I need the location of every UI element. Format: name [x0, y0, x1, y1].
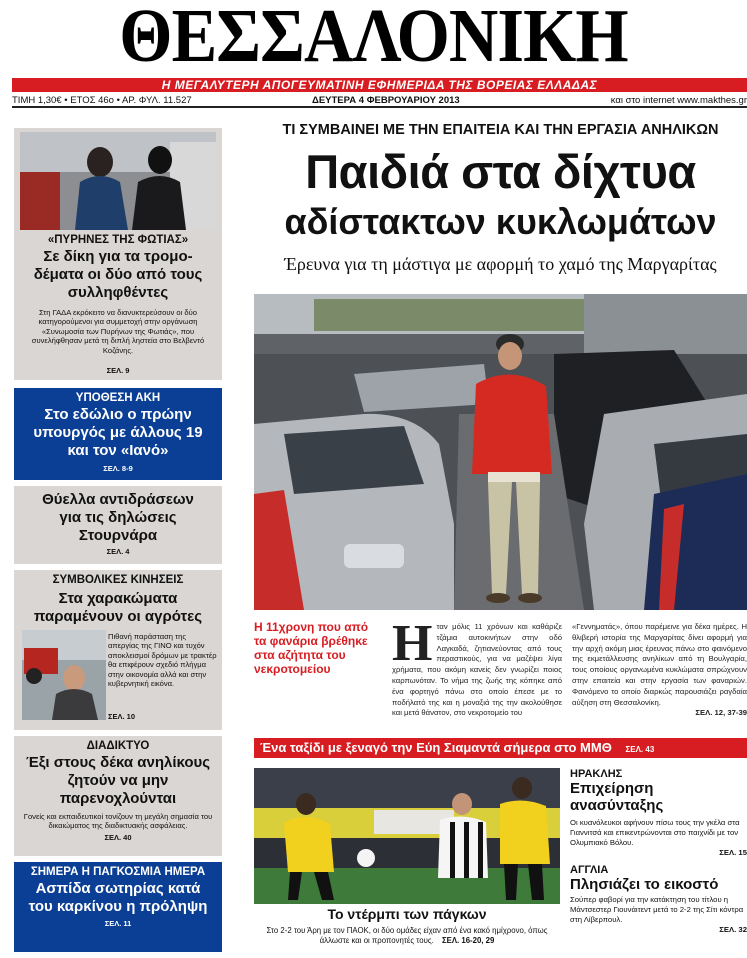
- sidebar-story-cancer[interactable]: [14, 862, 222, 952]
- sidebar-story-stournaras[interactable]: [14, 486, 222, 564]
- sidebar-headline[interactable]: Σε δίκη για τα τρομο-δέματα οι δύο από τους συλληφθέντες: [33, 248, 203, 301]
- sidebar-story-aki[interactable]: [14, 388, 222, 480]
- main-kicker: ΤΙ ΣΥΜΒΑΙΝΕΙ ΜΕ ΤΗΝ ΕΠΑΙΤΕΙΑ ΚΑΙ ΤΗΝ ΕΡΓΑΣΙΑ ΑΝΗΛΙΚΩΝ: [282, 122, 719, 138]
- sidebar-headline[interactable]: Έξι στους δέκα ανηλίκους ζητούν να μην παρενοχλούνται: [25, 754, 211, 807]
- sidebar-headline[interactable]: Θύελλα αντιδράσεων για τις δηλώσεις Στουρνάρα: [42, 491, 194, 544]
- sidebar-story-internet[interactable]: [14, 736, 222, 856]
- main-headline-line2[interactable]: αδίστακτων κυκλωμάτων: [284, 201, 717, 242]
- arrest-photo: [20, 132, 216, 230]
- page-ref: ΣΕΛ. 11: [104, 919, 132, 928]
- right-page-ref: ΣΕΛ. 15: [719, 848, 747, 857]
- tagline-bar: Η ΜΕΓΑΛΥΤΕΡΗ ΑΠΟΓΕΥΜΑΤΙΝΗ ΕΦΗΜΕΡΙΔΑ ΤΗΣ ΒΟΡΕΙΑΣ ΕΛΛΑΔΑΣ: [12, 78, 747, 92]
- page-ref: ΣΕΛ. 9: [106, 366, 130, 375]
- newspaper-title: ΘΕΣΣΑΛΟΝΙΚΗ: [119, 0, 628, 78]
- football-photo: [254, 768, 560, 904]
- right-body: Οι κυανόλευκοι αφήνουν πίσω τους την γκέλα στα Γιαννιτσά και επικεντρώνονται στο παιχνίδι με τον Ολυμπιακό Βόλου.: [570, 818, 740, 847]
- issue-info-line: [12, 94, 747, 108]
- promo-bar[interactable]: [254, 738, 747, 758]
- right-body: Σούπερ φαβορί για την κατάκτηση του τίτλου η Μάντσεστερ Γιουνάιτεντ μετά το 2-2 της Σίτι κόντρα στη Λίβερπουλ.: [570, 895, 744, 924]
- masthead: [0, 0, 747, 78]
- website-link[interactable]: και στο internet www.makthes.gr: [610, 95, 747, 106]
- promo-page-ref: ΣΕΛ. 43: [625, 745, 655, 754]
- page-ref: ΣΕΛ. 4: [106, 547, 130, 556]
- right-page-ref: ΣΕΛ. 32: [719, 925, 747, 934]
- main-headline-line1[interactable]: Παιδιά στα δίχτυα: [305, 145, 696, 198]
- page-ref: ΣΕΛ. 8-9: [103, 464, 133, 473]
- main-page-ref: ΣΕΛ. 12, 37-39: [695, 708, 747, 718]
- page-ref: ΣΕΛ. 40: [104, 832, 132, 842]
- sports-page-ref: ΣΕΛ. 16-20, 29: [441, 936, 495, 945]
- sidebar-kicker: ΥΠΟΘΕΣΗ ΑΚΗ: [75, 392, 161, 404]
- main-article-text-2: «Γεννηματάς», όπου παρέμεινε για δέκα ημέρες. Η θλιβερή ιστορία της Μαργαρίτας δίνει αφορμή για την αρχή ακόμη μιας έρευνας πάνω στο φαινόμενο της εκμετάλλευσης ανηλίκων από τη Βουλγαρία, τους οποίους οργανωμένα κυκλώματα σπρώχνουν στην επαιτεία και στην εργασία των φαναριών. Φαινόμενο το οποίο διαρκώς παρουσιάζει ραγδαία αύξηση στη Θεσσαλονίκη.: [572, 622, 747, 707]
- right-kicker: ΗΡΑΚΛΗΣ: [570, 768, 623, 780]
- sidebar-kicker: «ΠΥΡΗΝΕΣ ΤΗΣ ΦΩΤΙΑΣ»: [47, 234, 189, 246]
- main-article-col2: [572, 622, 747, 719]
- sidebar-headline[interactable]: Ασπίδα σωτηρίας κατά του καρκίνου η πρόληψη: [28, 880, 208, 915]
- right-story-iraklis[interactable]: [570, 768, 747, 857]
- sidebar-body: Γονείς και εκπαιδευτικοί τονίζουν τη μεγάλη σημασία του δικαιώματος της διαδικτυακής ασφάλειας.: [23, 812, 213, 831]
- main-street-photo: [254, 294, 747, 610]
- right-story-england[interactable]: [570, 864, 747, 934]
- main-article-text: ταν μόλις 11 χρόνων και καθάριζε τζάμια αυτοκινήτων στην οδό Λαγκαδά, ζητιανεύοντας από τους περαστικούς, για να μαζέψει λίγα χρήματα, που ακόμη κανείς δεν γνωρίζει ποιος καρπωνόταν. Το νήμα της ζωής της κόπηκε από ένα φορτηγό πάνω στο οποίο έπεσε με το ποδήλατό της και η μοναξιά της την ακολούθησε και μετά θάνατον, στο νεκροτομείο του: [392, 622, 562, 718]
- main-subhead: Έρευνα για τη μάστιγα με αφορμή το χαμό της Μαργαρίτας: [284, 254, 717, 274]
- sidebar-story-pyrines[interactable]: [14, 128, 222, 380]
- right-kicker: ΑΓΓΛΙΑ: [570, 864, 609, 876]
- sidebar-body: Στη ΓΑΔΑ εκρόκειτο να διανυκτερεύσουν οι δύο κατηγορούμενοι για συμμετοχή στην οργάνωση «Συνωμοσία των Πυρήνων της Φωτιάς», που συνελήφθησαν μετά τη διπλή ληστεία στο Βελβεντό Κοζάνης.: [31, 308, 205, 355]
- right-headline[interactable]: Επιχείρηση ανασύνταξης: [570, 780, 664, 814]
- sidebar-headline[interactable]: Στο εδώλιο ο πρώην υπουργός με άλλους 19 και τον «Ιανό»: [33, 406, 203, 459]
- sports-text: [254, 926, 560, 946]
- sidebar-body: Πιθανή παράσταση της απεργίας της ΓΙΝΟ και τυχόν αποκλεισμοί δρόμων με τρακτέρ θα επιφέρουν σχεδιό πλήγμα στην οικονομία αλλά και στην κυβερνητική εικόνα.: [108, 632, 217, 689]
- promo-text: Ένα ταξίδι με ξεναγό την Εύη Σιαμαντά σήμερα στο ΜΜΘ: [260, 740, 612, 755]
- main-photo-caption: Η 11χρονη που από τα φανάρια βρέθηκε στα αζήτητα του νεκροτομείου: [254, 620, 369, 676]
- sidebar-headline[interactable]: Στα χαρακώματα παραμένουν οι αγρότες: [33, 590, 203, 625]
- dropcap-letter: Η: [392, 615, 433, 672]
- page-ref: ΣΕΛ. 10: [108, 712, 136, 721]
- sidebar-kicker: ΣΥΜΒΟΛΙΚΕΣ ΚΙΝΗΣΕΙΣ: [52, 574, 184, 586]
- farmer-photo: [22, 630, 106, 720]
- sidebar-kicker: ΣΗΜΕΡΑ Η ΠΑΓΚΟΣΜΙΑ ΗΜΕΡΑ: [30, 866, 206, 878]
- sidebar-kicker: ΔΙΑΔΙΚΤΥΟ: [86, 740, 150, 752]
- right-headline[interactable]: Πλησιάζει το εικοστό: [570, 876, 719, 893]
- sports-body: Στο 2-2 του Άρη με τον ΠΑΟΚ, οι δύο ομάδες είχαν από ένα κακό ημίχρονο, όπως άλλωστε και οι προπονητές τους.: [266, 926, 548, 945]
- main-article-col1: [392, 615, 562, 719]
- price-issue: ΤΙΜΗ 1,30€ • ΕΤΟΣ 46ο • ΑΡ. ΦΥΛ. 11.527: [12, 95, 192, 106]
- issue-date: ΔΕΥΤΕΡΑ 4 ΦΕΒΡΟΥΑΡΙΟΥ 2013: [312, 95, 460, 106]
- sidebar-story-farmers[interactable]: [14, 570, 222, 730]
- sports-caption[interactable]: Το ντέρμπι των πάγκων: [327, 906, 487, 922]
